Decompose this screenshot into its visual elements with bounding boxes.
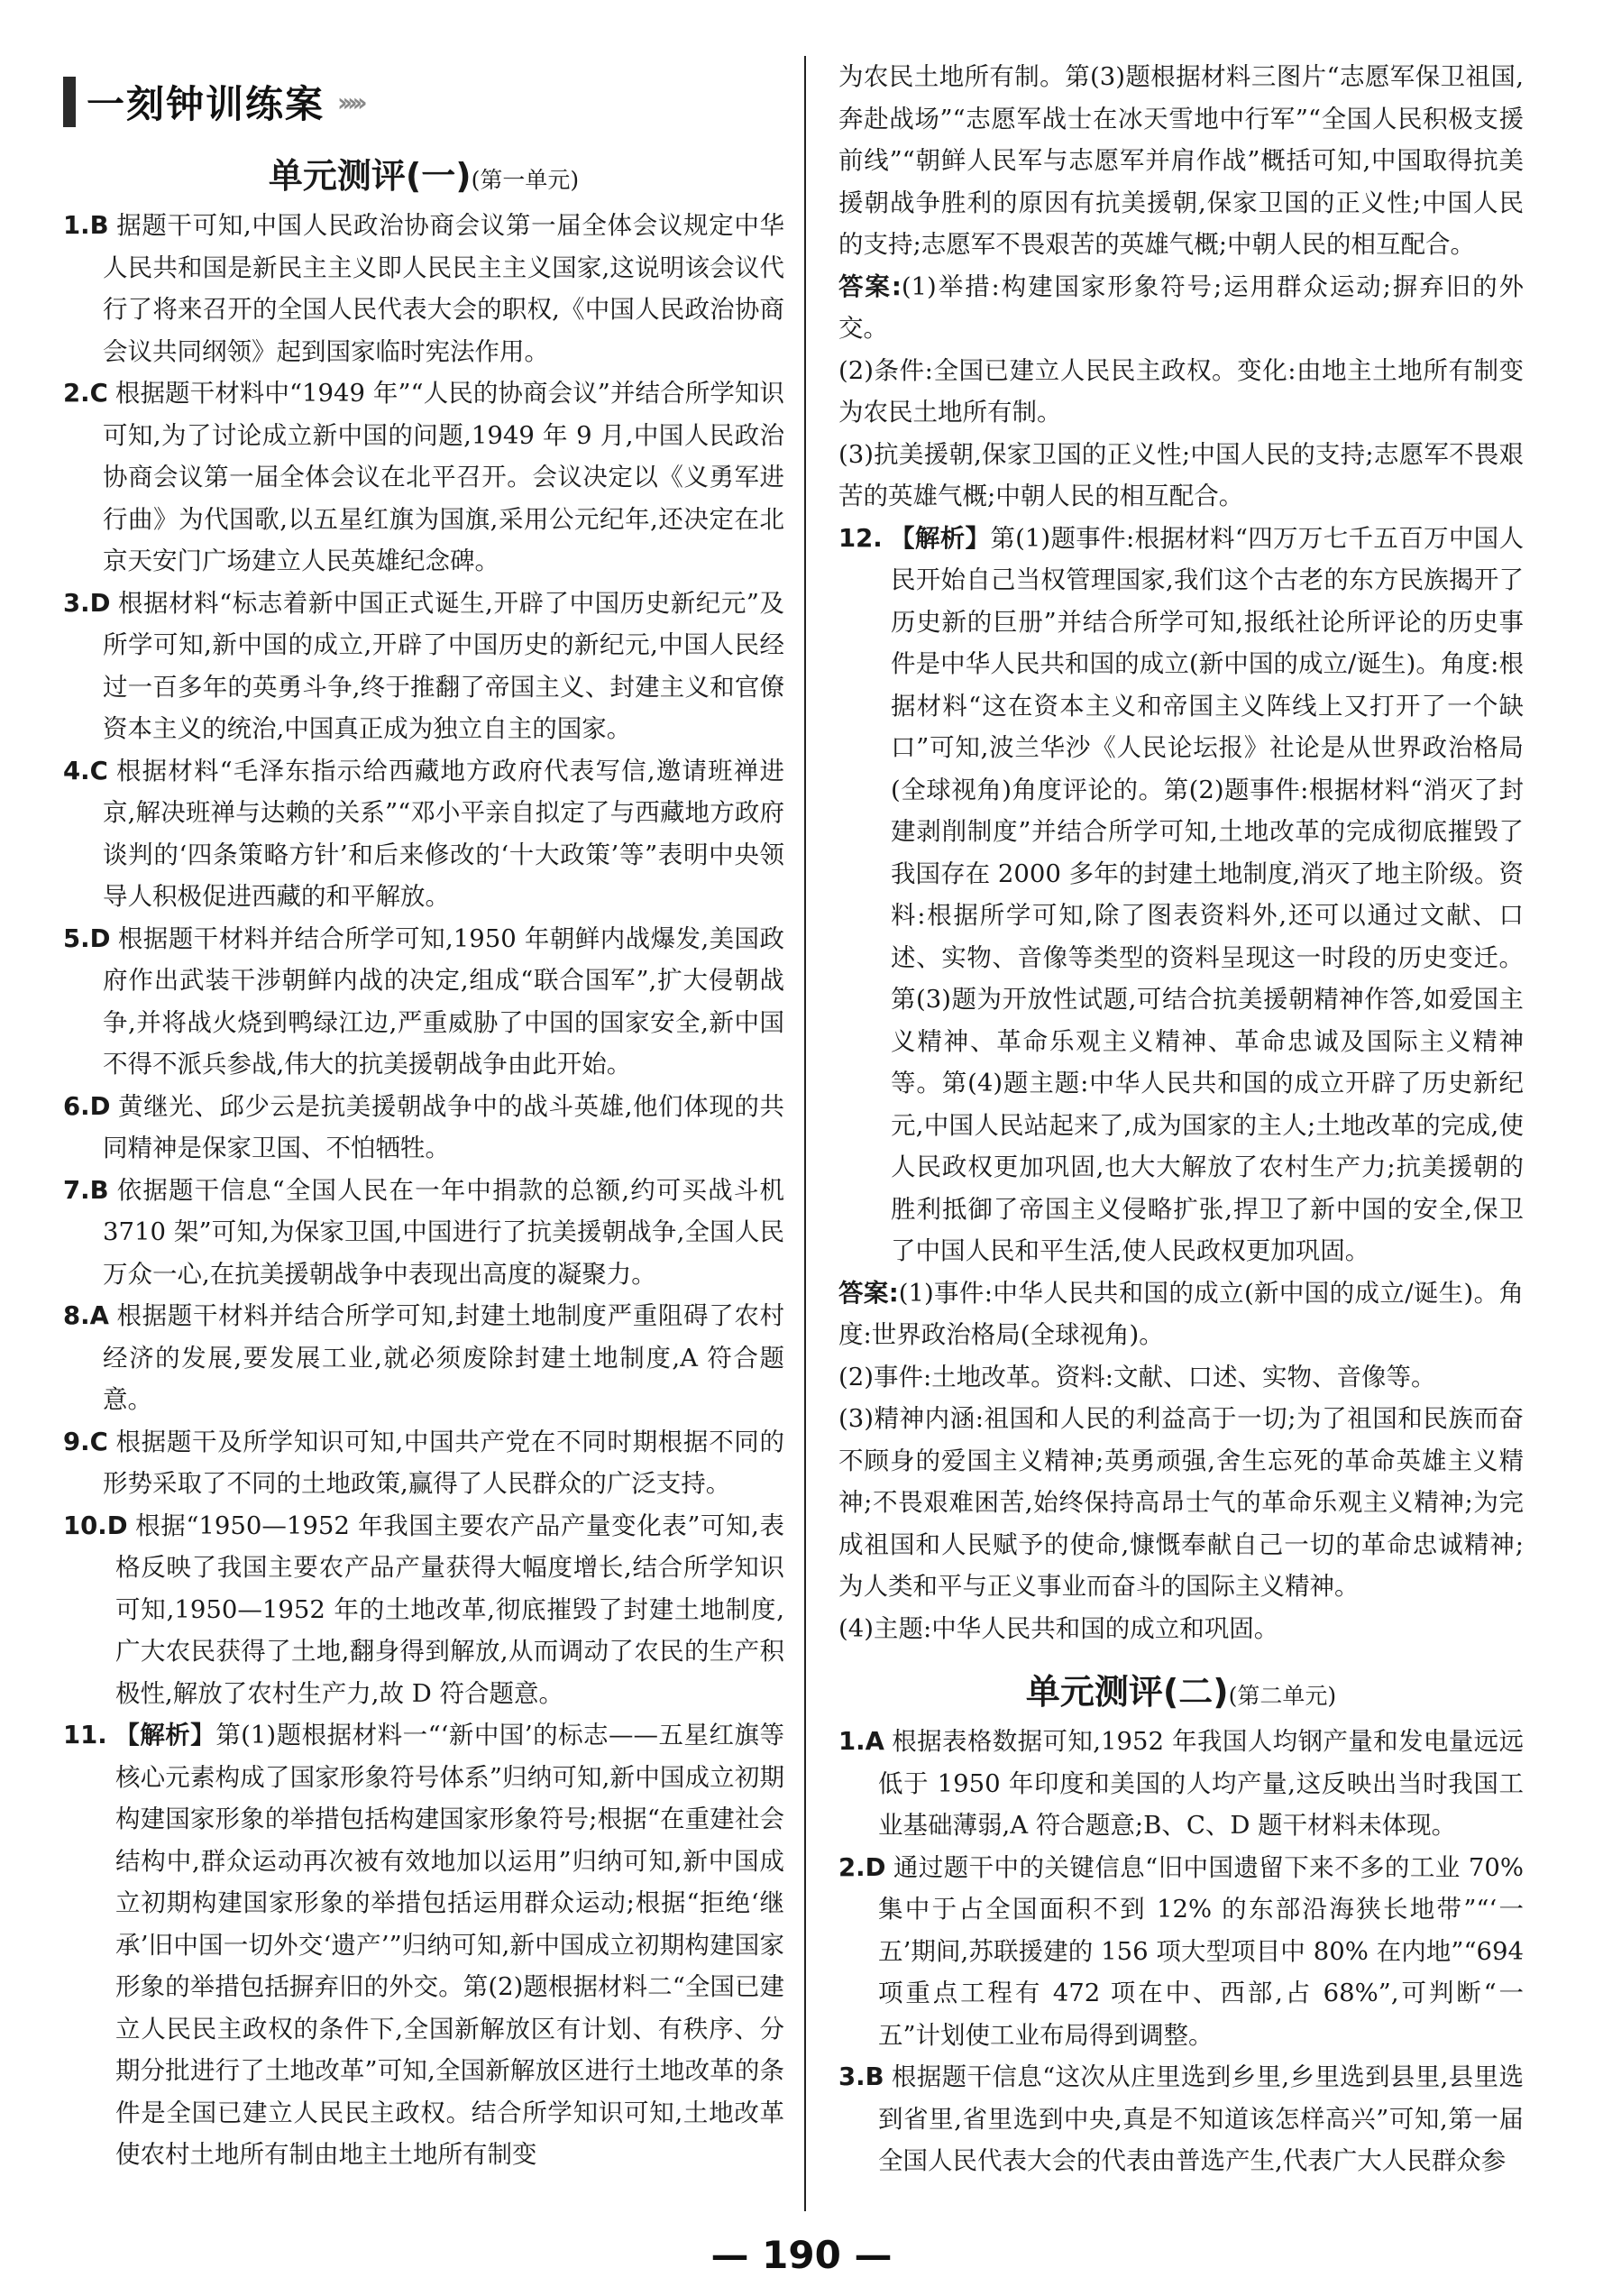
answer-item: 6.D 黄继光、邱少云是抗美援朝战争中的战斗英雄,他们体现的共同精神是保家卫国、不怕牺牲。: [63, 1091, 784, 1162]
answer-item: 12. 【解析】第(1)题事件:根据材料“四万万七千五百万中国人民开始自己当权管理国家,我们这个古老的东方民族揭开了历史新的巨册”并结合所学可知,报纸社论所评论的历史事件是中华人民共和国的成立(新中国的成立/诞生)。角度:根据材料“这在资本主义和帝国主义阵线上又打开了一个缺口”可知,波兰华沙《人民论坛报》社论是从世界政治格局(全球视角)角度评论的。第(2)题事件:根据材料“消灭了封建剥削制度”并结合所学可知,土地改革的完成彻底摧毁了我国存在 2000 多年的封建土地制度,消灭了地主阶级。资料:根据所学可知,除了图表资料外,还可以通过文献、口述、实物、音像等类型的资料呈现这一时段的历史变迁。第(3)题为开放性试题,可结合抗美援朝精神作答,如爱国主义精神、革命乐观主义精神、革命忠诚及国际主义精神等。第(4)题主题:中华人民共和国的成立开辟了历史新纪元,中国人民站起来了,成为国家的主人;土地改革的完成,使人民政权更加巩固,也大大解放了农村生产力;抗美援朝的胜利抵御了帝国主义侵略扩张,捍卫了新中国的安全,保卫了中国人民和平生活,使人民政权更加巩固。: [838, 523, 1525, 1265]
banner-bar: [63, 77, 76, 127]
unit1-title: 单元测评(一)(第一单元): [268, 156, 580, 196]
column-divider: [804, 56, 806, 2211]
answer-key: (3)精神内涵:祖国和人民的利益高于一切;为了祖国和民族而奋不顾身的爱国主义精神;英勇顽强,舍生忘死的革命英雄主义精神;不畏艰难困苦,始终保持高昂士气的革命乐观主义精神;为完成祖国和人民赋予的使命,慷慨奉献自己一切的革命忠诚精神;为人类和平与正义事业而奋斗的国际主义精神。: [838, 1404, 1524, 1601]
answer-item: 1.B 据题干可知,中国人民政治协商会议第一届全体会议规定中华人民共和国是新民主主义即人民民主主义国家,这说明该会议代行了将来召开的全国人民代表大会的职权,《中国人民政治协商会议共同纲领》起到国家临时宪法作用。: [63, 211, 784, 366]
answer-item: 4.C 根据材料“毛泽东指示给西藏地方政府代表写信,邀请班禅进京,解决班禅与达赖的关系”“邓小平亲自拟定了与西藏地方政府谈判的‘四条策略方针’和后来修改的‘十大政策’等”表明中央领导人积极促进西藏的和平解放。: [63, 756, 784, 911]
left-column: [63, 54, 784, 2176]
section-banner: [63, 70, 784, 133]
answer-item: 1.A 根据表格数据可知,1952 年我国人均钢产量和发电量远远低于 1950 年印度和美国的人均产量,这反映出当时我国工业基础薄弱,A 符合题意;B、C、D 题干材料未体现。: [838, 1727, 1524, 1840]
answer-key: (4)主题:中华人民共和国的成立和巩固。: [838, 1613, 1279, 1643]
answer-key: 答案:(1)举措:构建国家形象符号;运用群众运动;摒弃旧的外交。: [838, 271, 1524, 343]
answer-key: 答案:(1)事件:中华人民共和国的成立(新中国的成立/诞生)。角度:世界政治格局(全球视角)。: [838, 1278, 1524, 1349]
answer-item: 3.D 根据材料“标志着新中国正式诞生,开辟了中国历史新纪元”及所学可知,新中国的成立,开辟了中国历史的新纪元,中国人民经过一百多年的英勇斗争,终于推翻了帝国主义、封建主义和官僚资本主义的统治,中国真正成为独立自主的国家。: [63, 588, 784, 743]
answer-continuation: 为农民土地所有制。第(3)题根据材料三图片“志愿军保卫祖国,奔赴战场”“志愿军战士在冰天雪地中行军”“全国人民积极支援前线”“朝鲜人民军与志愿军并肩作战”概括可知,中国取得抗美援朝战争胜利的原因有抗美援朝,保家卫国的正义性;中国人民的支持;志愿军不畏艰苦的英雄气概;中朝人民的相互配合。: [838, 62, 1524, 259]
unit2-title: 单元测评(二)(第二单元): [1025, 1672, 1337, 1712]
banner-title: 一刻钟训练案: [87, 82, 325, 126]
banner-arrows-icon: ›››››: [337, 87, 362, 117]
answer-key: (2)事件:土地改革。资料:文献、口述、实物、音像等。: [838, 1362, 1436, 1391]
answer-item: 11. 【解析】第(1)题根据材料一“‘新中国’的标志——五星红旗等核心元素构成了国家形象符号体系”归纳可知,新中国成立初期构建国家形象的举措包括构建国家形象符号;根据“在重建社会结构中,群众运动再次被有效地加以运用”归纳可知,新中国成立初期构建国家形象的举措包括运用群众运动;根据“拒绝‘继承’旧中国一切外交‘遗产’”归纳可知,新中国成立初期构建国家形象的举措包括摒弃旧的外交。第(2)题根据材料二“全国已建立人民民主政权的条件下,全国新解放区有计划、有秩序、分期分批进行了土地改革”可知,全国新解放区进行土地改革的条件是全国已建立人民民主政权。结合所学知识可知,土地改革使农村土地所有制由地主土地所有制变: [63, 1721, 785, 2169]
answer-item: 8.A 根据题干材料并结合所学可知,封建土地制度严重阻碍了农村经济的发展,要发展工业,就必须废除封建土地制度,A 符合题意。: [63, 1301, 784, 1414]
answer-item: 2.D 通过题干中的关键信息“旧中国遗留下来不多的工业 70% 集中于占全国面积不到 12% 的东部沿海狭长地带”“‘一五’期间,苏联援建的 156 项大型项目中 80% 在内地”“694 项重点工程有 472 项在中、西部,占 68%”,可判断“一五”计划使工业布局得到调整。: [838, 1852, 1524, 2050]
page-number: — 190 —: [710, 2233, 893, 2277]
answer-item: 7.B 依据题干信息“全国人民在一年中捐款的总额,约可买战斗机 3710 架”可知,为保家卫国,中国进行了抗美援朝战争,全国人民万众一心,在抗美援朝战争中表现出高度的凝聚力。: [63, 1175, 784, 1289]
answer-item: 10.D 根据“1950—1952 年我国主要农产品产量变化表”可知,表格反映了我国主要农产品产量获得大幅度增长,结合所学知识可知,1950—1952 年的土地改革,彻底摧毁了封建土地制度,广大农民获得了土地,翻身得到解放,从而调动了农民的生产积极性,解放了农村生产力,故 D 符合题意。: [63, 1511, 784, 1708]
answer-key: (3)抗美援朝,保家卫国的正义性;中国人民的支持;志愿军不畏艰苦的英雄气概;中朝人民的相互配合。: [838, 439, 1524, 510]
answer-item: 2.C 根据题干材料中“1949 年”“人民的协商会议”并结合所学知识可知,为了讨论成立新中国的问题,1949 年 9 月,中国人民政治协商会议第一届全体会议在北平召开。会议决定以《义勇军进行曲》为代国歌,以五星红旗为国旗,采用公元纪年,还决定在北京天安门广场建立人民英雄纪念碑。: [63, 379, 784, 575]
answer-item: 9.C 根据题干及所学知识可知,中国共产党在不同时期根据不同的形势采取了不同的土地政策,赢得了人民群众的广泛支持。: [63, 1427, 784, 1498]
right-column: [838, 56, 1524, 2182]
answer-key: (2)条件:全国已建立人民民主政权。变化:由地主土地所有制变为农民土地所有制。: [838, 355, 1524, 427]
answer-item: 5.D 根据题干材料并结合所学可知,1950 年朝鲜内战爆发,美国政府作出武装干涉朝鲜内战的决定,组成“联合国军”,扩大侵朝战争,并将战火烧到鸭绿江边,严重威胁了中国的国家安全,新中国不得不派兵参战,伟大的抗美援朝战争由此开始。: [63, 923, 784, 1079]
answer-item: 3.B 根据题干信息“这次从庄里选到乡里,乡里选到县里,县里选到省里,省里选到中央,真是不知道该怎样高兴”可知,第一届全国人民代表大会的代表由普选产生,代表广大人民群众参: [838, 2062, 1524, 2175]
